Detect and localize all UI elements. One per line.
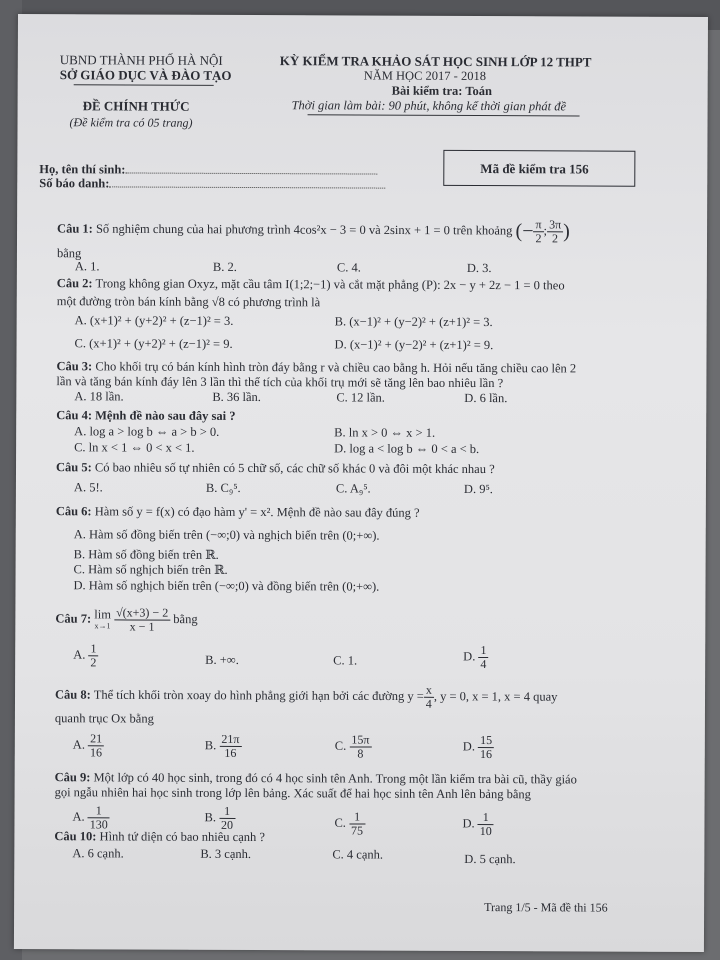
q5-option-c: C. A₉⁵. [335, 481, 371, 496]
q5-option-a: A. 5!. [73, 480, 103, 495]
q6-option-c: C. Hàm số nghịch biến trên ℝ. [73, 562, 228, 577]
q1-interval-open: (− [515, 220, 534, 243]
q2-option-d: D. (x−1)² + (y−2)² + (z+1)² = 9. [334, 337, 494, 353]
q10-text: Hình tứ diện có bao nhiêu cạnh ? [99, 829, 266, 845]
q2-text-row [57, 276, 565, 293]
student-id-field [109, 174, 385, 188]
q10-option-d: D. 5 cạnh. [464, 851, 516, 867]
q2-option-c: C. (x+1)² + (y+2)² + (z−1)² = 9. [74, 336, 233, 351]
q10-text-row [54, 829, 265, 845]
q2-cont: một đường tròn bán kính bằng √8 có phương trình là [56, 294, 321, 310]
q3-cont: lần và tăng bán kính đáy lên 3 lần thì thể tích của khối trụ mới sẽ tăng lên bao nhiêu lần ? [56, 374, 504, 391]
q7-fraction: $\frac{√(x+3) - 2}{x - 1}$ [114, 606, 170, 633]
q1-interval-close: ) [563, 220, 570, 243]
q10-option-a: A. 6 cạnh. [72, 846, 124, 861]
q7-option-d: D. $\frac{1}{4}$ [463, 643, 487, 672]
exam-paper [14, 14, 708, 952]
q9-option-a: A. $\frac{1}{130}$ [72, 804, 109, 831]
q8-option-c: C. $\frac{15\pi}{8}$ [334, 732, 370, 761]
q10-option-c: C. 4 cạnh. [332, 847, 384, 862]
q6-option-b: B. Hàm số đồng biến trên ℝ. [73, 547, 219, 562]
pages-note: (Đề kiểm tra có 05 trang) [69, 115, 193, 130]
q9-option-c: C. $\frac{1}{75}$ [334, 810, 365, 837]
q3-text: Cho khối trụ có bán kính hình tròn đáy bằng r và chiều cao bằng h. Hỏi nếu tăng chiều cao lên 2 [95, 359, 577, 376]
exam-title: KỲ KIỂM TRA KHẢO SÁT HỌC SINH LỚP 12 THPT [279, 53, 592, 70]
q8-eq-rest: , y = 0, x = 1, x = 4 [433, 689, 531, 704]
q1-text: Số nghiệm chung của hai phương trình 4cos²x − 3 = 0 và 2sinx + 1 = 0 trên khoảng [95, 221, 513, 238]
q6-text-row [56, 504, 420, 521]
q7-option-b: B. +∞. [205, 652, 239, 667]
time-note: Thời gian làm bài: 90 phút, không kể thời gian phát đề [291, 98, 567, 114]
subject: Bài kiểm tra: Toán [391, 83, 493, 99]
q4-option-c: C. ln x < 1 ⇔ 0 < x < 1. [74, 440, 195, 455]
school-year: NĂM HỌC 2017 - 2018 [363, 68, 486, 84]
q7-tail: bằng [173, 612, 198, 627]
q1-text-row: Câu 1: Số nghiệm chung của hai phương trình 4cos²x − 3 = 0 và 2sinx + 1 = 0 trên khoảng (− $\frac{\pi}{2}$ ; $\frac{3\pi}{2}$ ) [57, 217, 570, 246]
q3-option-a: A. 18 lần. [74, 389, 124, 404]
q7-option-c: C. 1. [333, 653, 358, 668]
student-name-label: Họ, tên thí sinh: [39, 162, 126, 177]
student-id-row [39, 174, 385, 193]
q9-cont: gọi ngẫu nhiên hai học sinh trong lớp lên bảng. Xác suất để hai học sinh tên Anh lên bảng bằng [54, 785, 531, 802]
q3-option-b: B. 36 lần. [212, 389, 261, 405]
q7-option-a: A. $\frac{1}{2}$ [73, 641, 97, 670]
q3-option-d: D. 6 lần. [464, 390, 508, 406]
q4-text: Mệnh đề nào sau đây sai ? [95, 408, 236, 423]
q9-option-d: D. $\frac{1}{10}$ [462, 811, 493, 838]
q6-label: Câu 6: [55, 504, 92, 519]
q8-text-row [55, 682, 558, 711]
q8-option-b: B. $\frac{21\pi}{16}$ [204, 731, 240, 760]
q1-option-c: C. 4. [336, 260, 361, 275]
q2-text: Trong không gian Oxyz, mặt cầu tâm I(1;2;−1) và cắt mặt phẳng (P): 2x − y + 2z − 1 = 0 theo [95, 276, 565, 293]
q6-option-a: A. Hàm số đồng biến trên (−∞;0) và nghịch biến trên (0;+∞). [73, 527, 380, 543]
q4-option-a: A. log a > log b ⇔ a > b > 0. [74, 424, 220, 439]
q4-label: Câu 4: [56, 408, 93, 423]
q3-label: Câu 3: [56, 359, 93, 374]
q10-option-b: B. 3 cạnh. [200, 846, 252, 862]
q3-option-c: C. 12 lần. [336, 390, 385, 405]
student-name-field [125, 160, 377, 174]
q2-label: Câu 2: [56, 276, 93, 291]
q8-option-a: A. $\frac{21}{16}$ [72, 731, 103, 760]
q9-option-b: B. $\frac{1}{20}$ [204, 805, 235, 832]
q6-option-d: D. Hàm số nghịch biến trên (−∞;0) và đồng biến trên (0;+∞). [73, 578, 380, 594]
official-label: ĐỀ CHÍNH THỨC [82, 98, 190, 114]
q4-text-row [56, 408, 235, 424]
q10-label: Câu 10: [54, 829, 97, 844]
q7-text-row [55, 606, 197, 634]
q8-label: Câu 8: [55, 687, 91, 702]
exam-code: Mã đề kiểm tra 156 [480, 161, 589, 177]
q5-text: Có bao nhiêu số tự nhiên có 5 chữ số, các chữ số khác 0 và đôi một khác nhau ? [94, 460, 495, 477]
q1-frac-a: $\frac{\pi}{2}$ [535, 217, 542, 246]
header-authority: UBND THÀNH PHỐ HÀ NỘI [59, 52, 223, 68]
student-id-label: Số báo danh: [39, 176, 110, 191]
header-underline [74, 84, 214, 86]
q7-label: Câu 7: [55, 611, 92, 626]
q8-option-d: D. $\frac{15}{16}$ [462, 733, 493, 762]
q8-tail: quay [533, 689, 558, 704]
q5-option-d: D. 9⁵. [463, 481, 493, 497]
q1-cont: bằng [56, 246, 82, 261]
q8-eq-y: y = [407, 689, 424, 704]
q8-eq-frac: $\frac{x}{4}$ [425, 682, 432, 711]
q8-cont: quanh trục Ox bằng [54, 711, 154, 726]
q9-label: Câu 9: [54, 770, 91, 785]
q1-option-d: D. 3. [466, 260, 492, 276]
q4-option-d: D. log a < log b ⇔ 0 < a < b. [334, 441, 480, 457]
q5-label: Câu 5: [55, 460, 92, 475]
time-underline [308, 114, 580, 116]
q4-option-b: B. ln x > 0 ⇔ x > 1. [334, 425, 436, 440]
page-footer: Trang 1/5 - Mã đề thi 156 [484, 900, 608, 915]
q9-text: Một lớp có 40 học sinh, trong đó có 4 học sinh tên Anh. Trong một lần kiểm tra bài cũ, thầy giáo [93, 770, 577, 787]
q1-label: Câu 1: [57, 221, 93, 236]
q1-option-b: B. 2. [212, 259, 237, 274]
q2-option-b: B. (x−1)² + (y−2)² + (z+1)² = 3. [334, 314, 493, 330]
q5-option-b: B. C₉⁵. [205, 480, 241, 495]
q1-option-a: A. 1. [74, 259, 100, 274]
q1-frac-b: $\frac{3\pi}{2}$ [547, 218, 563, 245]
exam-code-box [443, 150, 635, 187]
q5-text-row [56, 460, 495, 477]
q8-text: Thể tích khối tròn xoay do hình phẳng giới hạn bởi các đường [93, 687, 405, 704]
header-department: SỞ GIÁO DỤC VÀ ĐÀO TẠO [59, 67, 232, 83]
q2-option-a: A. (x+1)² + (y+2)² + (z−1)² = 3. [74, 313, 234, 328]
q7-lim: lim x→1 [94, 606, 111, 630]
q6-text: Hàm số y = f(x) có đạo hàm y' = x². Mệnh đề nào sau đây đúng ? [94, 504, 420, 520]
